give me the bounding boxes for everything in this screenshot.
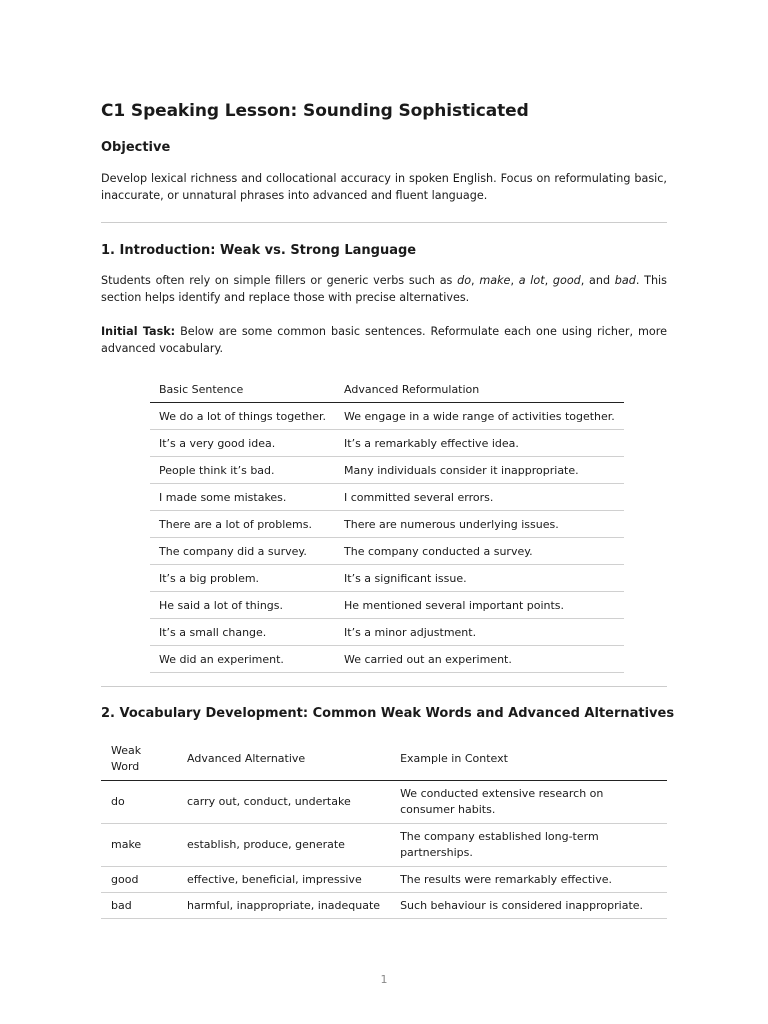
divider [101, 686, 667, 687]
task-label: Initial Task: [101, 325, 176, 338]
intro-text-part: , [544, 274, 553, 287]
table-cell: We do a lot of things together. [150, 403, 335, 430]
table-cell: He said a lot of things. [150, 592, 335, 619]
column-header: Weak Word [101, 738, 177, 781]
table-cell: We carried out an experiment. [335, 646, 624, 673]
table-row [150, 403, 624, 430]
table-cell: The company did a survey. [150, 538, 335, 565]
table-row [150, 646, 624, 673]
page-title: C1 Speaking Lesson: Sounding Sophisticated [101, 101, 529, 121]
weak-word-example: do [457, 274, 472, 287]
objective-text: Develop lexical richness and collocational accuracy in spoken English. Focus on reformulating basic, inaccurate, or unnatural phrases into advanced and fluent language. [101, 172, 667, 202]
table-row [101, 824, 667, 867]
column-header: Example in Context [390, 738, 667, 781]
table-cell: I committed several errors. [335, 484, 624, 511]
weak-word-example: good [552, 274, 581, 287]
table-row [150, 592, 624, 619]
weak-word-example: a lot [518, 274, 545, 287]
table-cell: It’s a remarkably effective idea. [335, 430, 624, 457]
column-header: Advanced Reformulation [335, 376, 624, 403]
intro-text-part: Students often rely on simple fillers or generic verbs such as [101, 274, 458, 287]
table-cell: harmful, inappropriate, inadequate [177, 893, 390, 919]
table-row [150, 619, 624, 646]
weak-word-example: make [479, 274, 511, 287]
page-number: 1 [380, 973, 388, 986]
table-cell: establish, produce, generate [177, 824, 390, 867]
table-cell: There are numerous underlying issues. [335, 511, 624, 538]
table-cell: The company established long-term partnerships. [390, 824, 667, 867]
table-row [150, 538, 624, 565]
table-cell: do [101, 781, 177, 824]
table-cell: make [101, 824, 177, 867]
table-row [150, 484, 624, 511]
table-cell: We conducted extensive research on consumer habits. [390, 781, 667, 824]
table-cell: effective, beneficial, impressive [177, 867, 390, 893]
section2-heading: 2. Vocabulary Development: Common Weak Words and Advanced Alternatives [101, 706, 675, 721]
intro-text-part: , and [580, 274, 615, 287]
reformulation-table [150, 376, 624, 673]
column-header: Advanced Alternative [177, 738, 390, 781]
table-cell: He mentioned several important points. [335, 592, 624, 619]
table-cell: We engage in a wide range of activities together. [335, 403, 624, 430]
table-header-row [101, 738, 667, 781]
table-row [150, 457, 624, 484]
table-cell: The company conducted a survey. [335, 538, 624, 565]
table-cell: It’s a big problem. [150, 565, 335, 592]
table-cell: Many individuals consider it inappropriate. [335, 457, 624, 484]
table-row [101, 893, 667, 919]
table-cell: bad [101, 893, 177, 919]
divider [101, 222, 667, 223]
column-header: Basic Sentence [150, 376, 335, 403]
table-cell: I made some mistakes. [150, 484, 335, 511]
table-cell: The results were remarkably effective. [390, 867, 667, 893]
table-cell: There are a lot of problems. [150, 511, 335, 538]
table-cell: It’s a minor adjustment. [335, 619, 624, 646]
vocabulary-table [101, 738, 667, 919]
intro-text-part: , [471, 274, 480, 287]
table-row [101, 867, 667, 893]
table-row [150, 565, 624, 592]
table-header-row [150, 376, 624, 403]
section1-intro [101, 273, 667, 306]
intro-text-part: . This section helps identify and replace those with precise alternatives. [101, 274, 667, 304]
table-row [150, 511, 624, 538]
table-cell: It’s a significant issue. [335, 565, 624, 592]
table-cell: We did an experiment. [150, 646, 335, 673]
task-text: Below are some common basic sentences. Reformulate each one using richer, more advanced vocabulary. [101, 325, 667, 355]
table-cell: It’s a small change. [150, 619, 335, 646]
table-row [150, 430, 624, 457]
table-cell: People think it’s bad. [150, 457, 335, 484]
objective-heading: Objective [101, 140, 171, 155]
table-cell: It’s a very good idea. [150, 430, 335, 457]
table-cell: good [101, 867, 177, 893]
weak-word-example: bad [614, 274, 636, 287]
table-cell: Such behaviour is considered inappropriate. [390, 893, 667, 919]
intro-text-part: , [510, 274, 519, 287]
initial-task [101, 324, 667, 357]
table-row [101, 781, 667, 824]
table-cell: carry out, conduct, undertake [177, 781, 390, 824]
section1-heading: 1. Introduction: Weak vs. Strong Language [101, 243, 417, 258]
